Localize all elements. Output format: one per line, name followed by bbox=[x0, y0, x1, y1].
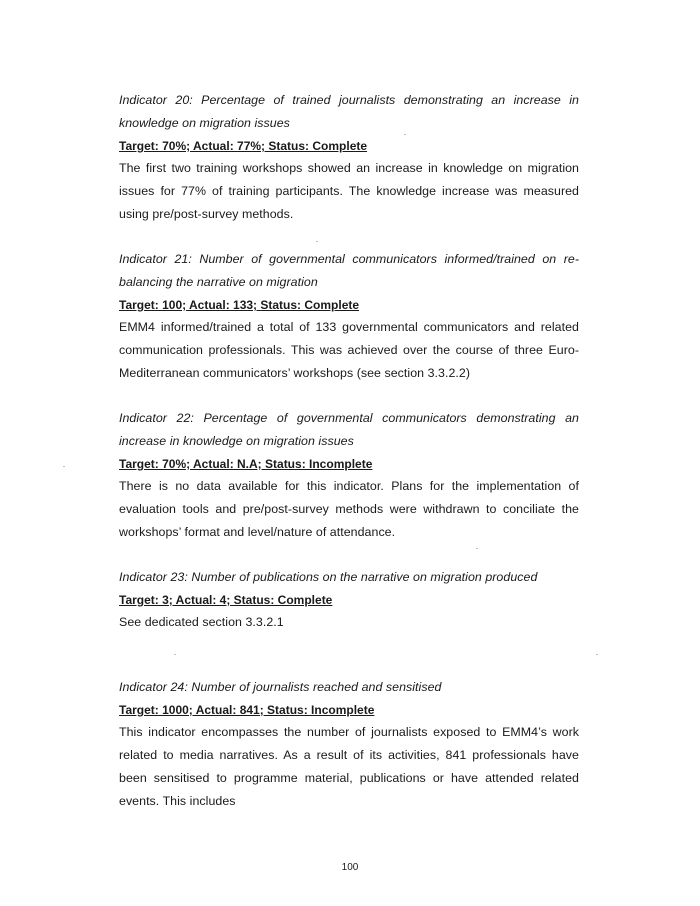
section-spacer bbox=[119, 634, 579, 676]
indicator-description: EMM4 informed/trained a total of 133 governmental communicators and related communication professionals. This was achieved over the course of three Euro-Mediterranean communicators’ workshops (see section 3.3.2.2) bbox=[119, 320, 579, 380]
scan-speck bbox=[476, 548, 478, 549]
indicator-23 bbox=[119, 566, 579, 634]
indicator-description: See dedicated section 3.3.2.1 bbox=[119, 615, 284, 629]
indicator-description: The first two training workshops showed an increase in knowledge on migration issues for 77% of training participants. The knowledge increase was measured using pre/post-survey methods. bbox=[119, 161, 579, 221]
indicator-status: Target: 70%; Actual: 77%; Status: Complete bbox=[119, 139, 368, 153]
scan-speck bbox=[174, 654, 176, 655]
section-spacer bbox=[119, 385, 579, 407]
indicator-description: There is no data available for this indicator. Plans for the implementation of evaluation tools and pre/post-survey methods were withdrawn to conciliate the workshops’ format and level/nature of attendance. bbox=[119, 479, 579, 539]
section-spacer bbox=[119, 226, 579, 248]
indicator-21 bbox=[119, 248, 579, 385]
page-number: 100 bbox=[341, 862, 359, 873]
indicator-status: Target: 100; Actual: 133; Status: Complete bbox=[119, 298, 360, 312]
indicator-status: Target: 3; Actual: 4; Status: Complete bbox=[119, 593, 333, 607]
indicator-title: Indicator 21: Number of governmental communicators informed/trained on re-balancing the narrative on migration bbox=[119, 252, 579, 289]
indicator-status: Target: 1000; Actual: 841; Status: Incomplete bbox=[119, 703, 375, 717]
indicator-description: This indicator encompasses the number of journalists exposed to EMM4’s work related to media narratives. As a result of its activities, 841 professionals have been sensitised to programme material, publications or have attended related events. This includes bbox=[119, 725, 579, 808]
indicator-status: Target: 70%; Actual: N.A; Status: Incomplete bbox=[119, 457, 373, 471]
indicator-title: Indicator 22: Percentage of governmental communicators demonstrating an increase in knowledge on migration issues bbox=[119, 411, 579, 448]
indicator-20 bbox=[119, 89, 579, 226]
section-spacer bbox=[119, 544, 579, 566]
page-content bbox=[119, 89, 579, 813]
scan-speck bbox=[404, 134, 406, 135]
indicator-22 bbox=[119, 407, 579, 544]
scan-speck bbox=[596, 654, 598, 655]
indicator-title: Indicator 23: Number of publications on the narrative on migration produced bbox=[119, 570, 538, 584]
scan-speck bbox=[316, 241, 318, 242]
scan-speck bbox=[63, 466, 65, 467]
indicator-24 bbox=[119, 676, 579, 813]
indicator-title: Indicator 24: Number of journalists reached and sensitised bbox=[119, 680, 442, 694]
indicator-title: Indicator 20: Percentage of trained journalists demonstrating an increase in knowledge on migration issues bbox=[119, 93, 579, 130]
